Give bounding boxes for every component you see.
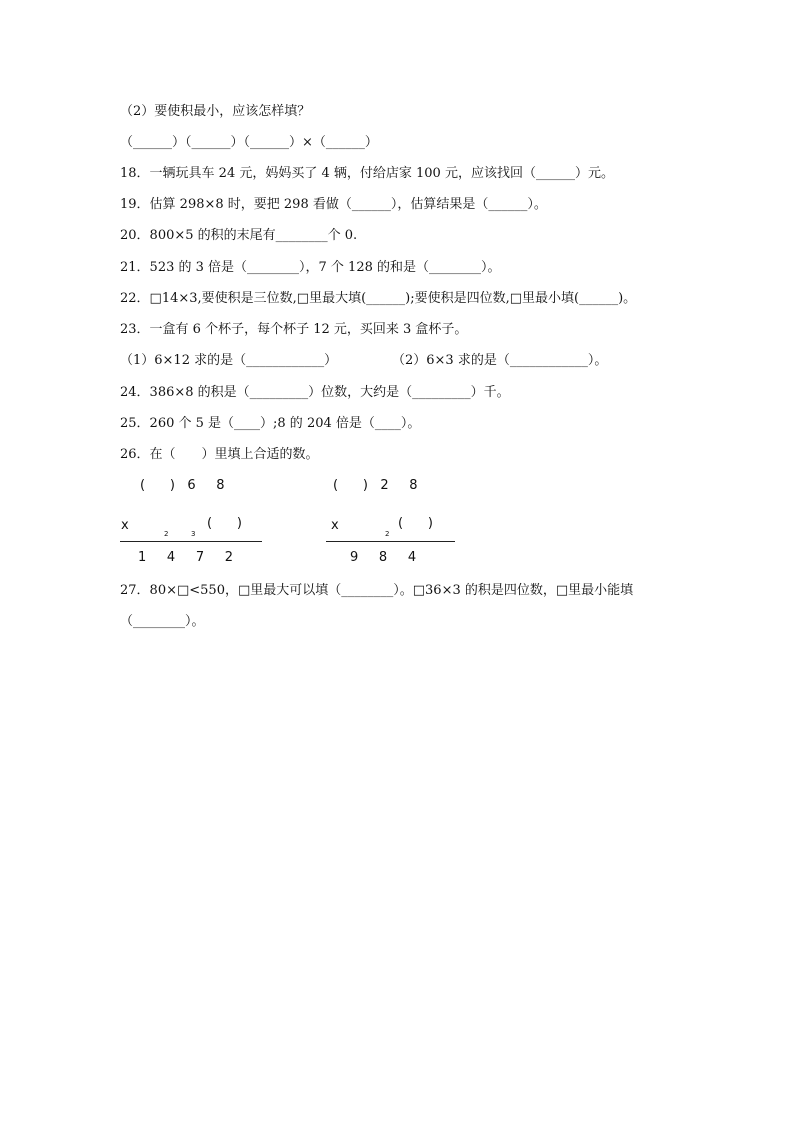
- vertical-left-result: 1 4 7 2: [138, 550, 234, 565]
- q17-part2: （2）要使积最小，应该怎样填？: [120, 104, 311, 119]
- q23-part2: （2）6×3 求的是（____________）。: [392, 353, 608, 368]
- q27-cont: （________）。: [120, 614, 205, 629]
- q24: 24．386×8 的积是（_________）位数，大约是（_________）千。: [120, 385, 510, 400]
- q20: 20．800×5 的积的末尾有________个 0.: [120, 228, 358, 243]
- vertical-left-rule: [120, 541, 262, 542]
- vertical-left-top: ( ) 6 8: [140, 478, 225, 493]
- q23: 23．一盒有 6 个杯子，每个杯子 12 元，买回来 3 盒杯子。: [120, 322, 468, 337]
- q23-part1: （1）6×12 求的是（____________）: [120, 353, 338, 368]
- vertical-left-paren: ( ): [207, 516, 242, 531]
- vertical-left-sub3: 3: [191, 530, 196, 538]
- q25: 25．260 个 5 是（____）;8 的 204 倍是（____）。: [120, 416, 421, 431]
- vertical-right-sub2: 2: [385, 530, 390, 538]
- vertical-right-top: ( ) 2 8: [333, 478, 418, 493]
- q26: 26．在（ ）里填上合适的数。: [120, 447, 319, 462]
- q17-blanks: （______）（______）（______）×（______）: [120, 135, 378, 150]
- vertical-right-rule: [326, 541, 455, 542]
- vertical-right-result: 9 8 4: [350, 550, 417, 565]
- q19: 19．估算 298×8 时，要把 298 看做（______），估算结果是（______）。: [120, 197, 547, 212]
- vertical-right-paren: ( ): [398, 516, 433, 531]
- q21: 21．523 的 3 倍是（________），7 个 128 的和是（________）。: [120, 260, 501, 275]
- vertical-left-times: x: [121, 518, 129, 533]
- vertical-right-times: x: [331, 518, 339, 533]
- q22: 22．□14×3,要使积是三位数,□里最大填(______);要使积是四位数,□里最小填(______)。: [120, 291, 637, 306]
- q27: 27．80×□<550，□里最大可以填（________）。□36×3 的积是四位数，□里最小能填: [120, 583, 634, 598]
- vertical-left-sub2: 2: [164, 530, 169, 538]
- q18: 18．一辆玩具车 24 元，妈妈买了 4 辆，付给店家 100 元，应该找回（______）元。: [120, 166, 614, 181]
